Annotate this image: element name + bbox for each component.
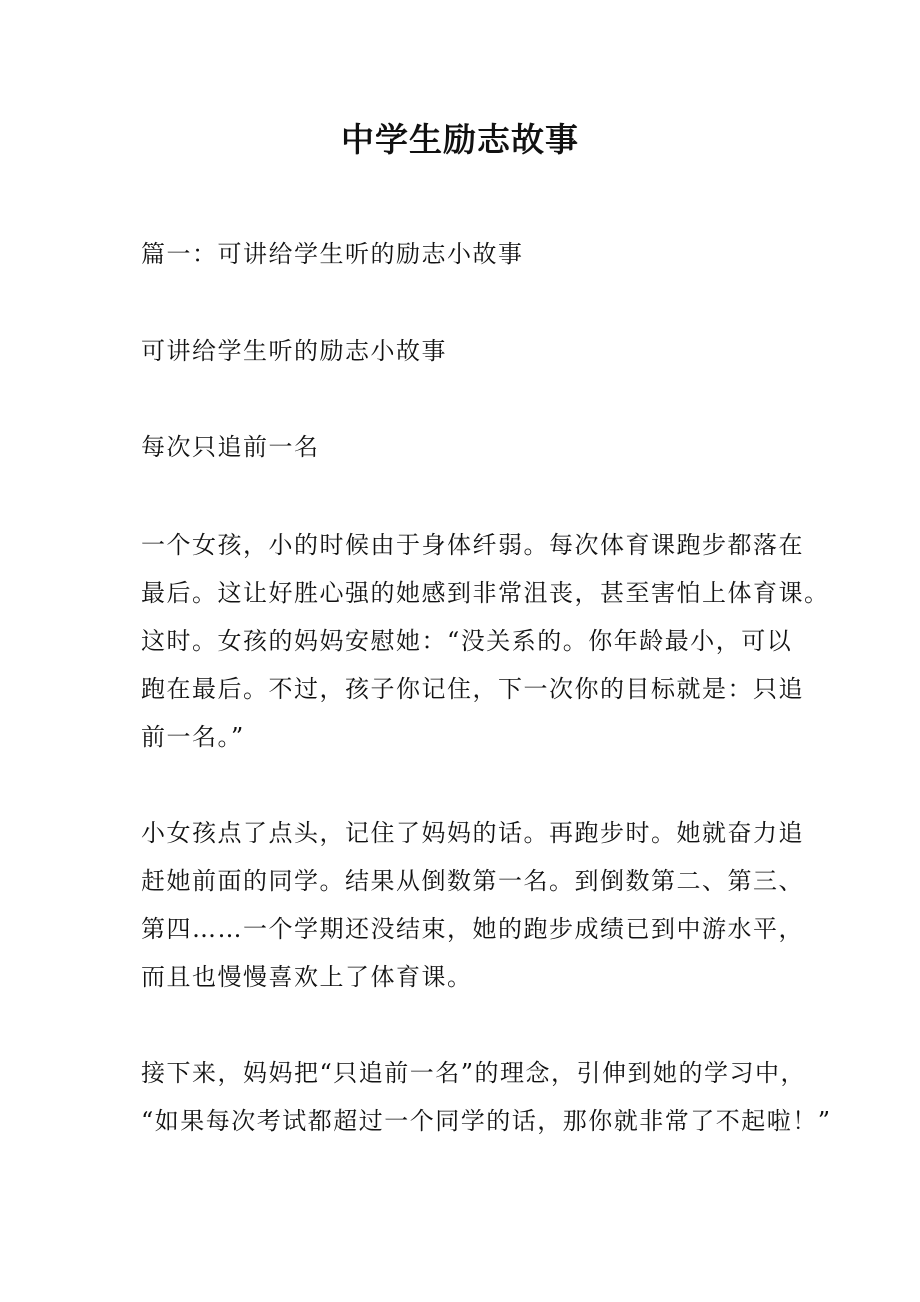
paragraph-2	[141, 809, 804, 1001]
section-heading: 篇一：可讲给学生听的励志小故事	[141, 240, 524, 268]
paragraph-line: 第四……一个学期还没结束，她的跑步成绩已到中游水平，	[141, 915, 804, 943]
paragraph-line: 跑在最后。不过，孩子你记住，下一次你的目标就是：只追	[141, 675, 804, 703]
paragraph-line: 赶她前面的同学。结果从倒数第一名。到倒数第二、第三、	[141, 867, 804, 895]
paragraph-line: “如果每次考试都超过一个同学的话，那你就非常了不起啦！”	[141, 1107, 832, 1135]
paragraph-line: 这时。女孩的妈妈安慰她：“没关系的。你年龄最小，可以	[141, 627, 793, 655]
paragraph-3	[141, 1049, 832, 1145]
story-subtitle: 每次只追前一名	[141, 433, 320, 461]
paragraph-1	[141, 521, 830, 761]
story-title: 可讲给学生听的励志小故事	[141, 337, 447, 365]
paragraph-line: 接下来，妈妈把“只追前一名”的理念，引伸到她的学习中，	[141, 1059, 807, 1087]
paragraph-line: 一个女孩，小的时候由于身体纤弱。每次体育课跑步都落在	[141, 531, 804, 559]
document-title: 中学生励志故事	[341, 120, 579, 159]
paragraph-line: 小女孩点了点头，记住了妈妈的话。再跑步时。她就奋力追	[141, 819, 804, 847]
paragraph-line: 最后。这让好胜心强的她感到非常沮丧，甚至害怕上体育课。	[141, 579, 830, 607]
paragraph-line: 而且也慢慢喜欢上了体育课。	[141, 963, 473, 991]
paragraph-line: 前一名。”	[141, 723, 245, 751]
